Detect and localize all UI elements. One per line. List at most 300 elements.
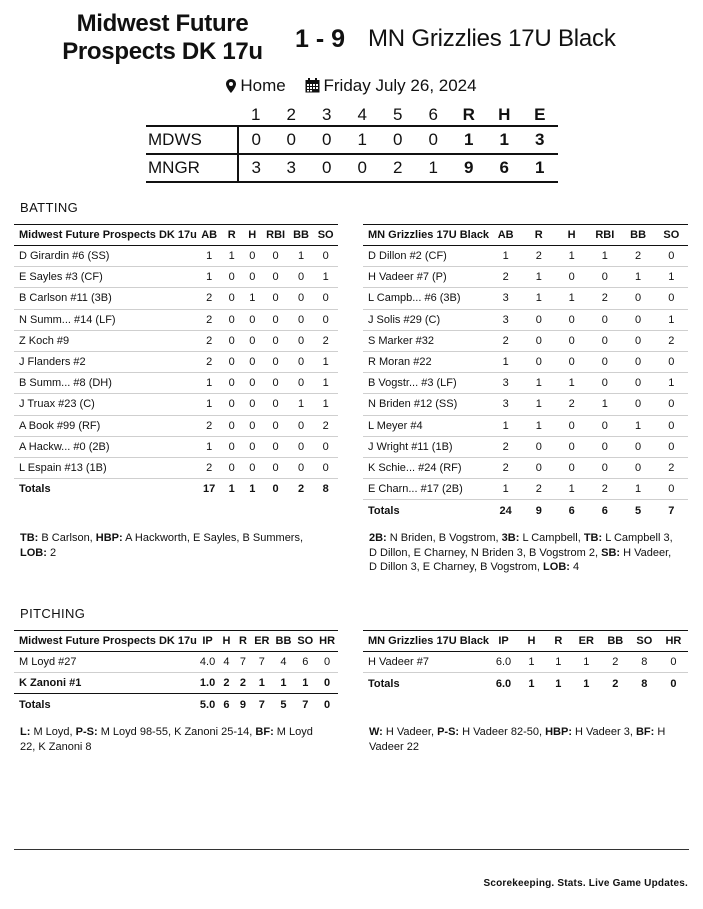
runs-total: 9 [464, 158, 474, 177]
inning-score: 0 [322, 130, 332, 149]
note-text: H Vadeer 22 [369, 726, 666, 753]
stat-value: 1 [518, 673, 545, 694]
inning-header: 3 [322, 104, 332, 124]
stat-value: 0 [221, 267, 242, 288]
hits-header: H [498, 104, 511, 124]
batting-row [14, 415, 338, 436]
note-label: P-S: [75, 726, 98, 738]
player-name: S Marker #32 [363, 330, 489, 351]
stat-value: 0 [289, 457, 314, 478]
totals-row [14, 694, 338, 715]
errors-header: E [534, 104, 546, 124]
stat-value: 0 [655, 415, 688, 436]
stat-value: 0 [655, 436, 688, 457]
stat-value: 5 [280, 698, 287, 711]
stat-value: 0 [221, 351, 242, 372]
stat-column-header: R [522, 225, 555, 246]
stat-column-header: BB [601, 631, 630, 652]
stat-column-header: SO [313, 225, 338, 246]
player-name: J Solis #29 (C) [363, 309, 489, 330]
stat-value: 1 [197, 436, 222, 457]
stat-value: 2 [555, 394, 588, 415]
stat-value: 2 [522, 246, 555, 267]
inning-score: 3 [238, 154, 274, 182]
batting-row [14, 373, 338, 394]
note-text: H Vadeer 82-50, [459, 726, 546, 738]
stat-value: 1 [489, 479, 522, 500]
stat-value: 0 [588, 415, 621, 436]
team-abbrev: MNGR [148, 158, 200, 177]
note-text: H Vadeer, [382, 726, 438, 738]
inning-header: 4 [357, 104, 367, 124]
stat-value: 0 [263, 415, 289, 436]
batting-row [14, 309, 338, 330]
stat-value: 0 [242, 373, 263, 394]
team-abbrev: MDWS [148, 130, 202, 149]
stat-value: 0 [555, 415, 588, 436]
stat-value: 0 [221, 330, 242, 351]
stat-value: 0 [263, 288, 289, 309]
stat-column-header: H [218, 631, 234, 652]
player-name: B Carlson #11 (3B) [14, 288, 197, 309]
stat-value: 1 [197, 246, 222, 267]
stat-value: 0 [289, 288, 314, 309]
inning-score: 0 [393, 130, 403, 149]
stat-value: 0 [522, 309, 555, 330]
game-location: Home [240, 75, 286, 95]
stat-value: 1 [655, 267, 688, 288]
batting-row [14, 288, 338, 309]
stat-column-header: SO [655, 225, 688, 246]
player-name: N Summ... #14 (LF) [14, 309, 197, 330]
player-name: D Dillon #2 (CF) [363, 246, 489, 267]
stat-value: 2 [197, 415, 222, 436]
runs-header: R [462, 104, 475, 124]
footer-tagline: Scorekeeping. Stats. Live Game Updates. [483, 878, 688, 889]
stat-value: 0 [655, 288, 688, 309]
stat-value: 2 [489, 436, 522, 457]
stat-column-header: HR [316, 631, 338, 652]
batting-row [363, 479, 688, 500]
stat-column-header: R [545, 631, 572, 652]
pitching-row [14, 673, 338, 694]
stat-value: 0 [655, 394, 688, 415]
stat-value: 1 [655, 373, 688, 394]
stat-value: 2 [197, 351, 222, 372]
stat-value: 1 [522, 288, 555, 309]
player-name: D Girardin #6 (SS) [14, 246, 197, 267]
stat-column-header: H [555, 225, 588, 246]
batting-notes-away [369, 531, 679, 575]
stat-value: 0 [655, 246, 688, 267]
stat-value: 2 [218, 673, 234, 694]
stat-value: 0 [588, 267, 621, 288]
stat-value: 0 [555, 436, 588, 457]
stat-value: 0 [221, 415, 242, 436]
player-name: L Espain #13 (1B) [14, 457, 197, 478]
batting-row [363, 415, 688, 436]
stat-value: 0 [555, 457, 588, 478]
note-label: L: [20, 726, 31, 738]
player-name: E Sayles #3 (CF) [14, 267, 197, 288]
stat-value: 0 [289, 373, 314, 394]
stat-value: 0 [621, 457, 654, 478]
stat-value: 0 [242, 351, 263, 372]
player-name: L Campb... #6 (3B) [363, 288, 489, 309]
stat-value: 0 [263, 436, 289, 457]
batting-row [14, 436, 338, 457]
pitching-table-home [14, 630, 338, 715]
player-name: M Loyd #27 [14, 652, 197, 673]
stat-value: 0 [263, 373, 289, 394]
pitching-table-away [363, 630, 688, 694]
stat-value: 0 [659, 673, 688, 694]
stat-value: 0 [289, 309, 314, 330]
note-label: HBP: [95, 532, 123, 544]
player-name: J Truax #23 (C) [14, 394, 197, 415]
batting-notes-home [20, 531, 310, 560]
stat-value: 0 [588, 351, 621, 372]
stat-value: 1 [545, 673, 572, 694]
stat-value: 1 [251, 673, 272, 694]
stat-value: 0 [621, 288, 654, 309]
stat-value: 6.0 [489, 652, 518, 673]
note-text: L Campbell 3, D Dillon, E Charney, N Briden 3, B Vogstrom 2, [369, 532, 673, 559]
stat-value: 0 [242, 330, 263, 351]
note-text: B Carlson, [38, 532, 96, 544]
stat-value: 1 [197, 267, 222, 288]
note-label: P-S: [437, 726, 460, 738]
player-name: H Vadeer #7 [363, 652, 489, 673]
stat-value: 0 [242, 436, 263, 457]
stat-value: 2 [235, 673, 251, 694]
player-name: Totals [363, 673, 489, 694]
away-team-name: MN Grizzlies 17U Black [368, 25, 616, 52]
stat-value: 3 [489, 373, 522, 394]
stat-value: 0 [655, 351, 688, 372]
stat-column-header: AB [197, 225, 222, 246]
stat-value: 1.0 [197, 673, 218, 694]
stat-value: 1 [489, 246, 522, 267]
note-label: 2B: [369, 532, 387, 544]
stat-value: 3 [489, 394, 522, 415]
stat-value: 2 [588, 288, 621, 309]
stat-value: 7 [655, 500, 688, 521]
game-date: Friday July 26, 2024 [323, 75, 477, 95]
player-name: Totals [14, 479, 197, 500]
stat-value: 2 [197, 309, 222, 330]
stat-value: 2 [197, 330, 222, 351]
stat-value: 0 [555, 351, 588, 372]
batting-row [363, 309, 688, 330]
stat-value: 0 [621, 351, 654, 372]
stat-value: 0 [242, 309, 263, 330]
note-label: TB: [20, 532, 39, 544]
inning-header: 6 [428, 104, 438, 124]
stat-value: 1 [621, 267, 654, 288]
inning-header: 5 [393, 104, 403, 124]
pitching-row [363, 652, 688, 673]
stat-value: 0 [522, 436, 555, 457]
hits-total: 1 [499, 130, 509, 149]
stat-value: 0 [522, 457, 555, 478]
stat-value: 0 [263, 330, 289, 351]
stat-column-header: BB [621, 225, 654, 246]
stat-value: 6 [223, 698, 230, 711]
stat-value: 0 [221, 288, 242, 309]
team-column-header: Midwest Future Prospects DK 17u [14, 631, 197, 652]
stat-value: 8 [630, 652, 659, 673]
stat-value: 0 [588, 309, 621, 330]
stat-value: 0 [588, 373, 621, 394]
errors-total: 3 [535, 130, 545, 149]
stat-value: 2 [489, 457, 522, 478]
stat-column-header: ER [572, 631, 601, 652]
stat-value: 1 [489, 415, 522, 436]
stat-value: 0 [221, 394, 242, 415]
player-name: J Flanders #2 [14, 351, 197, 372]
stat-value: 0 [655, 479, 688, 500]
inning-score: 0 [238, 126, 274, 154]
stat-column-header: SO [294, 631, 316, 652]
stat-value: 1 [555, 246, 588, 267]
note-label: 3B: [501, 532, 520, 544]
stat-value: 2 [601, 673, 630, 694]
stat-column-header: IP [197, 631, 218, 652]
note-label: LOB: [20, 546, 47, 559]
stat-value: 17 [197, 479, 222, 500]
batting-row [14, 267, 338, 288]
note-text: H Vadeer, D Dillon 3, E Charney, B Vogstrom, [369, 546, 672, 573]
stat-value: 0 [621, 330, 654, 351]
note-text: 4 [569, 561, 580, 573]
player-name: H Vadeer #7 (P) [363, 267, 489, 288]
stat-value: 1 [289, 394, 314, 415]
stat-value: 1 [242, 288, 263, 309]
pitching-row [14, 652, 338, 673]
stat-value: 0 [263, 351, 289, 372]
team-column-header: MN Grizzlies 17U Black [363, 225, 489, 246]
stat-value: 2 [313, 415, 338, 436]
stat-value: 0 [588, 330, 621, 351]
stat-column-header: SO [630, 631, 659, 652]
batting-row [363, 288, 688, 309]
stat-value: 0 [242, 267, 263, 288]
stat-value: 0 [313, 246, 338, 267]
stat-value: 0 [242, 394, 263, 415]
stat-value: 4 [218, 652, 234, 673]
stat-value: 0 [263, 309, 289, 330]
stat-value: 2 [197, 288, 222, 309]
note-label: W: [369, 726, 383, 738]
note-text: H Vadeer 3, [571, 726, 636, 738]
stat-value: 1 [555, 373, 588, 394]
stat-value: 1 [572, 673, 601, 694]
stat-value: 0 [263, 457, 289, 478]
game-meta [0, 75, 703, 96]
stat-value: 1 [242, 479, 263, 500]
stat-column-header: H [242, 225, 263, 246]
stat-value: 7 [258, 698, 265, 711]
stat-value: 0 [242, 457, 263, 478]
note-text: M Loyd, [30, 726, 76, 738]
note-text: L Campbell, [519, 532, 584, 544]
stat-value: 0 [621, 309, 654, 330]
stat-value: 1 [518, 652, 545, 673]
inning-score: 0 [357, 158, 367, 177]
pitching-notes-away [369, 725, 689, 754]
stat-column-header: RBI [588, 225, 621, 246]
location-pin-icon [226, 79, 236, 93]
player-name: L Meyer #4 [363, 415, 489, 436]
batting-row [14, 246, 338, 267]
batting-row [363, 246, 688, 267]
stat-value: 2 [601, 652, 630, 673]
note-label: BF: [635, 726, 655, 738]
player-name: Totals [363, 500, 489, 521]
stat-value: 1 [489, 351, 522, 372]
player-name: J Wright #11 (1B) [363, 436, 489, 457]
stat-value: 0 [324, 698, 331, 711]
runs-total: 1 [464, 130, 474, 149]
stat-value: 2 [621, 246, 654, 267]
stat-value: 7 [235, 652, 251, 673]
stat-value: 0 [221, 457, 242, 478]
stat-column-header: HR [659, 631, 688, 652]
player-name: Z Koch #9 [14, 330, 197, 351]
stat-value: 1 [294, 673, 316, 694]
stat-value: 7 [251, 652, 272, 673]
batting-row [14, 394, 338, 415]
player-name: K Zanoni #1 [14, 673, 197, 694]
batting-row [363, 351, 688, 372]
note-text: M Loyd 22, K Zanoni 8 [20, 726, 313, 753]
stat-column-header: BB [273, 631, 295, 652]
stat-column-header: BB [289, 225, 314, 246]
batting-section-title: BATTING [20, 200, 79, 215]
line-score-row [146, 154, 558, 182]
stat-value: 0 [242, 246, 263, 267]
note-text: M Loyd 98-55, K Zanoni 25-14, [97, 726, 256, 738]
stat-value: 0 [316, 652, 338, 673]
team-column-header: Midwest Future Prospects DK 17u [14, 225, 197, 246]
stat-value: 1 [572, 652, 601, 673]
final-score: 1 - 9 [294, 25, 346, 53]
line-score-table [146, 104, 558, 183]
player-name: B Vogstr... #3 (LF) [363, 373, 489, 394]
stat-value: 0 [263, 479, 289, 500]
stat-value: 1 [313, 267, 338, 288]
line-score-row [146, 126, 558, 154]
note-text: 2 [46, 546, 57, 559]
stat-value: 9 [239, 698, 246, 711]
stat-value: 0 [621, 394, 654, 415]
player-name: A Hackw... #0 (2B) [14, 436, 197, 457]
team-column-header: MN Grizzlies 17U Black [363, 631, 489, 652]
stat-column-header: RBI [263, 225, 289, 246]
stat-value: 0 [588, 457, 621, 478]
inning-score: 1 [428, 158, 438, 177]
stat-value: 9 [522, 500, 555, 521]
stat-value: 2 [588, 479, 621, 500]
stat-value: 1 [522, 267, 555, 288]
calendar-icon [305, 78, 320, 93]
stat-value: 6 [555, 500, 588, 521]
stat-value: 3 [489, 309, 522, 330]
stat-value: 1 [555, 479, 588, 500]
inning-score: 2 [393, 158, 403, 177]
batting-row [363, 267, 688, 288]
stat-value: 0 [289, 330, 314, 351]
stat-value: 0 [313, 288, 338, 309]
stat-column-header: ER [251, 631, 272, 652]
stat-value: 1 [545, 652, 572, 673]
note-text: N Briden, B Vogstrom, [386, 532, 502, 544]
stat-value: 24 [489, 500, 522, 521]
stat-value: 2 [489, 330, 522, 351]
batting-row [363, 394, 688, 415]
stat-value: 0 [555, 330, 588, 351]
errors-total: 1 [535, 158, 545, 177]
player-name: Totals [19, 698, 51, 711]
note-text: A Hackworth, E Sayles, B Summers, [122, 532, 304, 544]
batting-table-home [14, 224, 338, 500]
stat-value: 0 [289, 436, 314, 457]
stat-value: 1 [621, 415, 654, 436]
inning-header: 1 [251, 104, 261, 124]
stat-column-header: R [235, 631, 251, 652]
inning-score: 0 [428, 130, 438, 149]
stat-value: 0 [522, 351, 555, 372]
totals-row [363, 673, 688, 694]
stat-value: 1 [555, 288, 588, 309]
stat-value: 3 [489, 288, 522, 309]
stat-value: 0 [522, 330, 555, 351]
stat-value: 5 [621, 500, 654, 521]
stat-value: 0 [621, 373, 654, 394]
stat-value: 0 [221, 436, 242, 457]
hits-total: 6 [499, 158, 509, 177]
stat-column-header: R [221, 225, 242, 246]
stat-value: 6.0 [489, 673, 518, 694]
stat-value: 1 [313, 394, 338, 415]
stat-value: 0 [289, 267, 314, 288]
stat-value: 0 [313, 436, 338, 457]
stat-value: 1 [655, 309, 688, 330]
stat-value: 1 [197, 373, 222, 394]
stat-value: 2 [655, 330, 688, 351]
stat-value: 8 [313, 479, 338, 500]
inning-score: 0 [322, 158, 332, 177]
batting-row [363, 457, 688, 478]
player-name: R Moran #22 [363, 351, 489, 372]
stat-value: 4 [273, 652, 295, 673]
player-name: E Charn... #17 (2B) [363, 479, 489, 500]
stat-value: 4.0 [197, 652, 218, 673]
player-name: B Summ... #8 (DH) [14, 373, 197, 394]
note-label: TB: [583, 532, 603, 544]
player-name: K Schie... #24 (RF) [363, 457, 489, 478]
stat-value: 0 [313, 457, 338, 478]
stat-column-header: H [518, 631, 545, 652]
stat-value: 5.0 [199, 698, 216, 711]
stat-value: 1 [313, 351, 338, 372]
stat-value: 2 [289, 479, 314, 500]
inning-header: 2 [286, 104, 296, 124]
stat-value: 0 [263, 246, 289, 267]
game-header [0, 8, 703, 70]
stat-value: 7 [302, 698, 309, 711]
